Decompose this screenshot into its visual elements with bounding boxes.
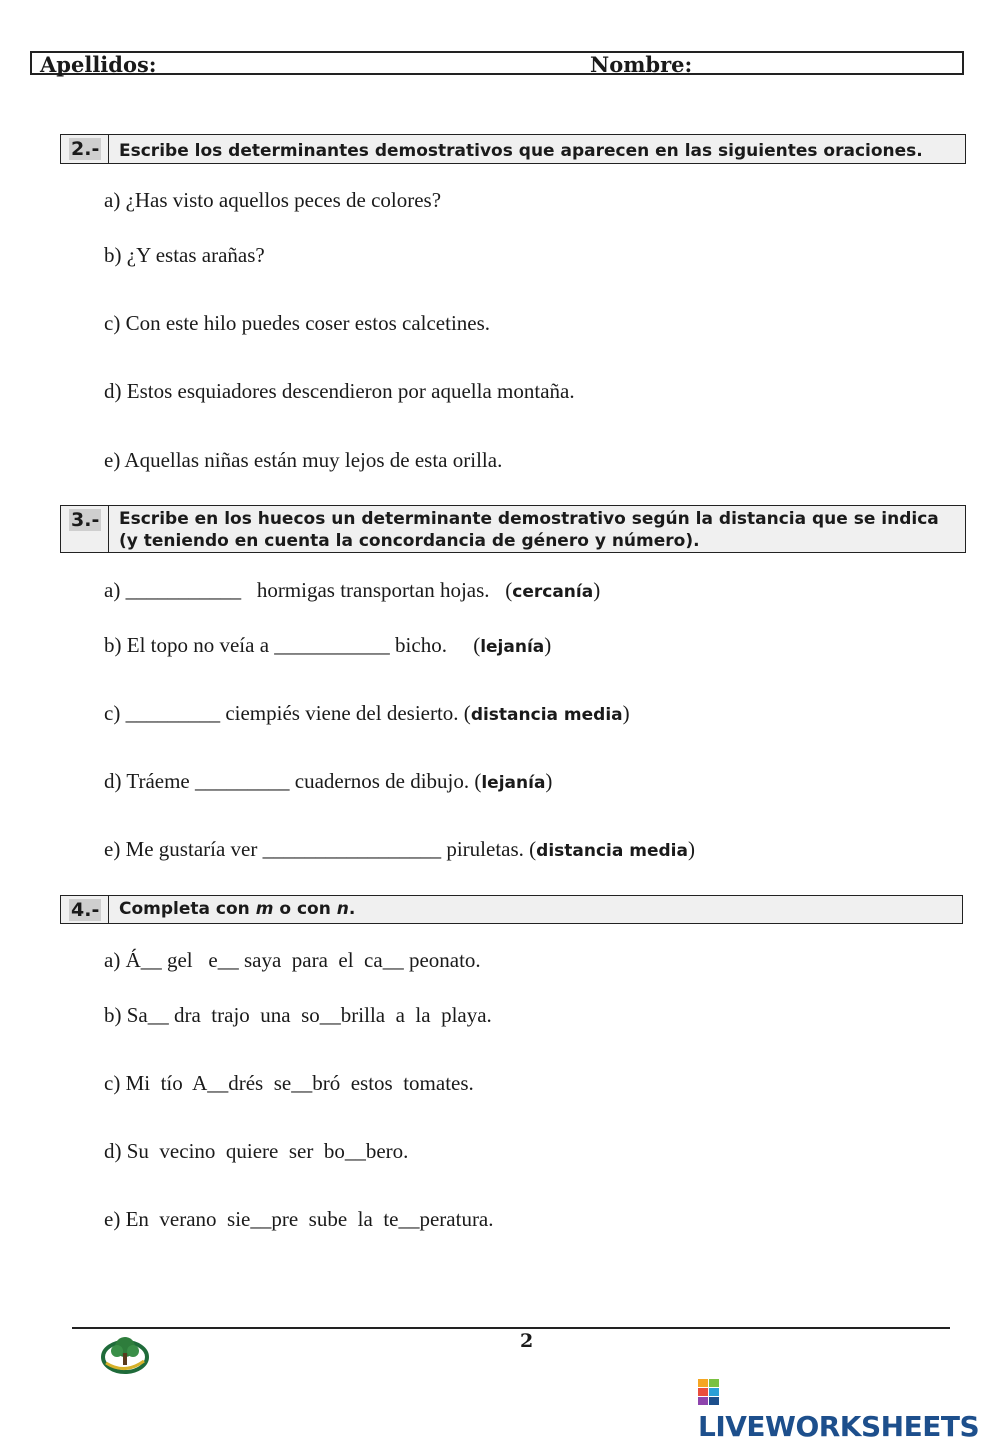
exercise-text: e) Me gustaría ver _________________ piruletas. ( [104,837,537,861]
section-number: 4.- [71,899,100,921]
exercise-text: d) Tráeme _________ cuadernos de dibujo. ( [104,769,482,793]
section-number-box [61,506,109,552]
liveworksheets-logo-icon [698,1379,720,1405]
exercise-text: c) _________ ciempiés viene del desierto. ( [104,701,471,725]
distance-tag: distancia media [536,841,688,861]
section-instruction: Completa con m o con n. [119,899,356,919]
closing-paren: ) [545,769,553,793]
section-number-box [61,896,109,923]
exercise-line: a) ¿Has visto aquellos peces de colores? [104,188,442,212]
letter-m: m [255,899,274,919]
distance-tag: distancia media [470,705,623,725]
exercise-text: a) ___________ hormigas transportan hojas. ( [104,578,513,602]
exercise-line [104,632,551,660]
brand-text: LIVEWORKSHEETS [698,1410,980,1443]
exercise-line: e) Aquellas niñas están muy lejos de esta orilla. [104,448,503,472]
exercise-line [104,836,695,864]
exercise-line: a) Á__ gel e__ saya para el ca__ peonato. [104,948,481,972]
exercise-line: b) Sa__ dra trajo una so__brilla a la playa. [104,1003,492,1027]
section-number: 3.- [71,509,100,531]
section-4-header [60,895,963,924]
exercise-line: b) ¿Y estas arañas? [104,243,265,267]
surname-label: Apellidos: [40,52,157,77]
distance-tag: lejanía [480,637,545,657]
closing-paren: ) [622,701,630,725]
letter-n: n [336,899,349,919]
exercise-line [104,768,552,796]
closing-paren: ) [687,837,695,861]
closing-paren: ) [593,578,601,602]
liveworksheets-brand [698,1376,1000,1444]
exercise-line: d) Su vecino quiere ser bo__bero. [104,1139,409,1163]
footer-divider [72,1327,950,1329]
exercise-line [104,700,630,728]
exercise-line [104,577,600,605]
exercise-line: e) En verano sie__pre sube la te__peratura. [104,1207,494,1231]
exercise-line: c) Con este hilo puedes coser estos calcetines. [104,311,491,335]
exercise-line: d) Estos esquiadores descendieron por aquella montaña. [104,379,575,403]
student-header [30,51,964,75]
section-number-box [61,135,109,163]
section-instruction: Escribe en los huecos un determinante demostrativo según la distancia que se indica (y teniendo en cuenta la concordancia de género y número). [119,509,939,551]
section-3-header [60,505,966,553]
page-number: 2 [520,1330,534,1352]
distance-tag: cercanía [512,582,594,602]
name-label: Nombre: [590,52,693,77]
closing-paren: ) [544,633,552,657]
school-logo-icon [100,1333,150,1375]
exercise-text: b) El topo no veía a ___________ bicho. ( [104,633,481,657]
distance-tag: lejanía [481,773,546,793]
exercise-line: c) Mi tío A__drés se__bró estos tomates. [104,1071,474,1095]
section-instruction: Escribe los determinantes demostrativos que aparecen en las siguientes oraciones. [119,141,923,161]
section-2-header [60,134,966,164]
section-number: 2.- [71,138,100,160]
